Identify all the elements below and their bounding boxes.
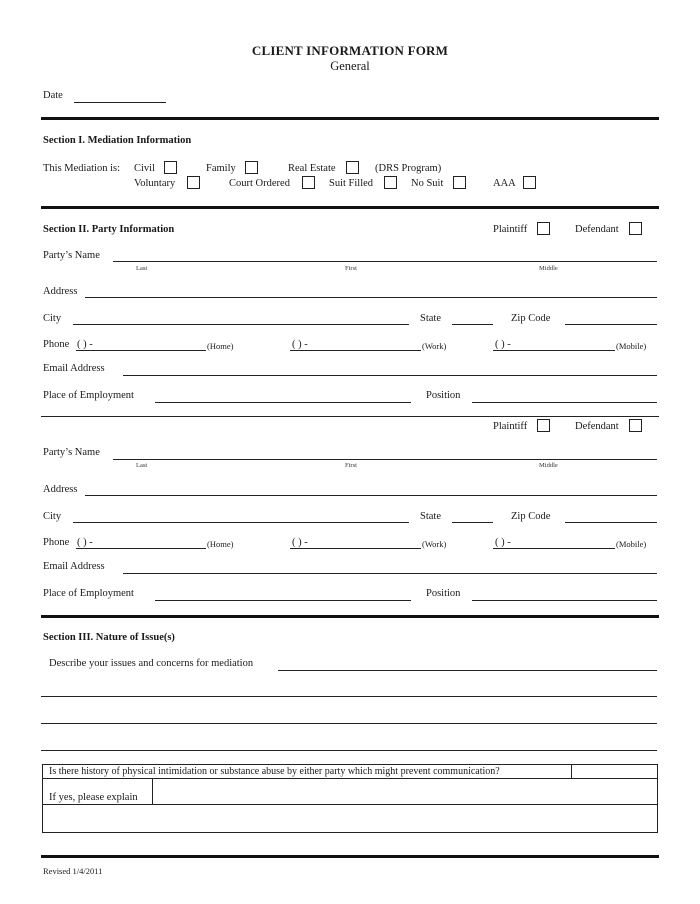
plaintiff-label: Plaintiff	[493, 421, 528, 432]
describe-line[interactable]	[41, 723, 657, 724]
table-row-divider	[42, 804, 657, 805]
middle-caption: Middle	[539, 462, 558, 469]
mobile-caption: (Mobile)	[616, 341, 647, 351]
work-phone-field-1[interactable]	[290, 350, 421, 351]
option-no-suit-label: No Suit	[411, 178, 444, 189]
zip-field-1[interactable]	[565, 324, 657, 325]
zip-field-2[interactable]	[565, 522, 657, 523]
party-name-label: Party’s Name	[43, 447, 100, 458]
divider	[41, 117, 659, 120]
city-field-2[interactable]	[73, 522, 409, 523]
describe-line[interactable]	[41, 696, 657, 697]
date-field[interactable]	[74, 102, 166, 103]
section1-heading: Section I. Mediation Information	[43, 135, 192, 146]
position-label: Position	[426, 390, 461, 401]
describe-field[interactable]	[278, 670, 657, 671]
defendant-label: Defendant	[575, 421, 619, 432]
checkbox-plaintiff-1[interactable]	[537, 222, 550, 235]
mobile-caption: (Mobile)	[616, 539, 647, 549]
city-label: City	[43, 313, 62, 324]
state-field-1[interactable]	[452, 324, 493, 325]
state-label: State	[420, 511, 441, 522]
explain-field[interactable]	[153, 779, 656, 804]
city-label: City	[43, 511, 62, 522]
zip-label: Zip Code	[511, 313, 551, 324]
option-real-estate-label: Real Estate	[288, 163, 336, 174]
home-phone-field-1[interactable]	[76, 350, 206, 351]
form-subtitle: General	[330, 59, 370, 73]
checkbox-no-suit[interactable]	[453, 176, 466, 189]
middle-caption: Middle	[539, 265, 558, 272]
date-label: Date	[43, 90, 63, 101]
first-caption: First	[345, 265, 357, 272]
option-court-ordered-label: Court Ordered	[229, 178, 290, 189]
home-phone-mask: ( ) -	[77, 339, 93, 350]
mobile-phone-mask: ( ) -	[495, 339, 511, 350]
home-phone-mask: ( ) -	[77, 537, 93, 548]
form-title: CLIENT INFORMATION FORM	[251, 43, 449, 58]
explain-label: If yes, please explain	[49, 792, 138, 803]
first-caption: First	[345, 462, 357, 469]
history-answer-field[interactable]	[572, 765, 656, 778]
checkbox-court-ordered[interactable]	[302, 176, 315, 189]
mobile-phone-field-1[interactable]	[493, 350, 615, 351]
state-field-2[interactable]	[452, 522, 493, 523]
party-name-field-2[interactable]	[113, 459, 657, 460]
position-field-2[interactable]	[472, 600, 657, 601]
section3-heading: Section III. Nature of Issue(s)	[43, 632, 175, 643]
last-caption: Last	[136, 265, 148, 272]
home-caption: (Home)	[207, 341, 234, 351]
option-civil-label: Civil	[134, 163, 156, 174]
city-field-1[interactable]	[73, 324, 409, 325]
email-field-2[interactable]	[123, 573, 657, 574]
work-phone-mask: ( ) -	[292, 339, 308, 350]
email-field-1[interactable]	[123, 375, 657, 376]
work-caption: (Work)	[422, 341, 447, 351]
option-aaa-label: AAA	[493, 178, 516, 189]
divider	[41, 615, 659, 618]
option-drs-label: (DRS Program)	[375, 163, 442, 174]
mobile-phone-field-2[interactable]	[493, 548, 615, 549]
home-caption: (Home)	[207, 539, 234, 549]
option-suit-filled-label: Suit Filled	[329, 178, 374, 189]
divider	[41, 855, 659, 858]
checkbox-civil[interactable]	[164, 161, 177, 174]
party-name-label: Party’s Name	[43, 250, 100, 261]
work-caption: (Work)	[422, 539, 447, 549]
mobile-phone-mask: ( ) -	[495, 537, 511, 548]
checkbox-family[interactable]	[245, 161, 258, 174]
checkbox-defendant-1[interactable]	[629, 222, 642, 235]
option-family-label: Family	[206, 163, 236, 174]
email-label: Email Address	[43, 363, 105, 374]
state-label: State	[420, 313, 441, 324]
checkbox-plaintiff-2[interactable]	[537, 419, 550, 432]
address-field-2[interactable]	[85, 495, 657, 496]
home-phone-field-2[interactable]	[76, 548, 206, 549]
revised-date: Revised 1/4/2011	[43, 866, 103, 876]
history-question: Is there history of physical intimidation or substance abuse by either party which might prevent communication?	[49, 766, 500, 777]
plaintiff-label: Plaintiff	[493, 224, 528, 235]
position-field-1[interactable]	[472, 402, 657, 403]
email-label: Email Address	[43, 561, 105, 572]
employment-field-2[interactable]	[155, 600, 411, 601]
zip-label: Zip Code	[511, 511, 551, 522]
phone-label: Phone	[43, 537, 70, 548]
address-label: Address	[43, 484, 78, 495]
position-label: Position	[426, 588, 461, 599]
address-label: Address	[43, 286, 78, 297]
checkbox-aaa[interactable]	[523, 176, 536, 189]
section2-heading: Section II. Party Information	[43, 224, 175, 235]
mediation-lead: This Mediation is:	[43, 163, 120, 174]
defendant-label: Defendant	[575, 224, 619, 235]
last-caption: Last	[136, 462, 148, 469]
option-voluntary-label: Voluntary	[134, 178, 176, 189]
divider	[41, 206, 659, 209]
employment-label: Place of Employment	[43, 588, 134, 599]
phone-label: Phone	[43, 339, 70, 350]
describe-line[interactable]	[41, 750, 657, 751]
work-phone-field-2[interactable]	[290, 548, 421, 549]
checkbox-voluntary[interactable]	[187, 176, 200, 189]
work-phone-mask: ( ) -	[292, 537, 308, 548]
employment-field-1[interactable]	[155, 402, 411, 403]
party-name-field-1[interactable]	[113, 261, 657, 262]
checkbox-real-estate[interactable]	[346, 161, 359, 174]
checkbox-suit-filled[interactable]	[384, 176, 397, 189]
checkbox-defendant-2[interactable]	[629, 419, 642, 432]
address-field-1[interactable]	[85, 297, 657, 298]
describe-label: Describe your issues and concerns for mediation	[49, 658, 254, 669]
divider	[41, 416, 659, 417]
employment-label: Place of Employment	[43, 390, 134, 401]
